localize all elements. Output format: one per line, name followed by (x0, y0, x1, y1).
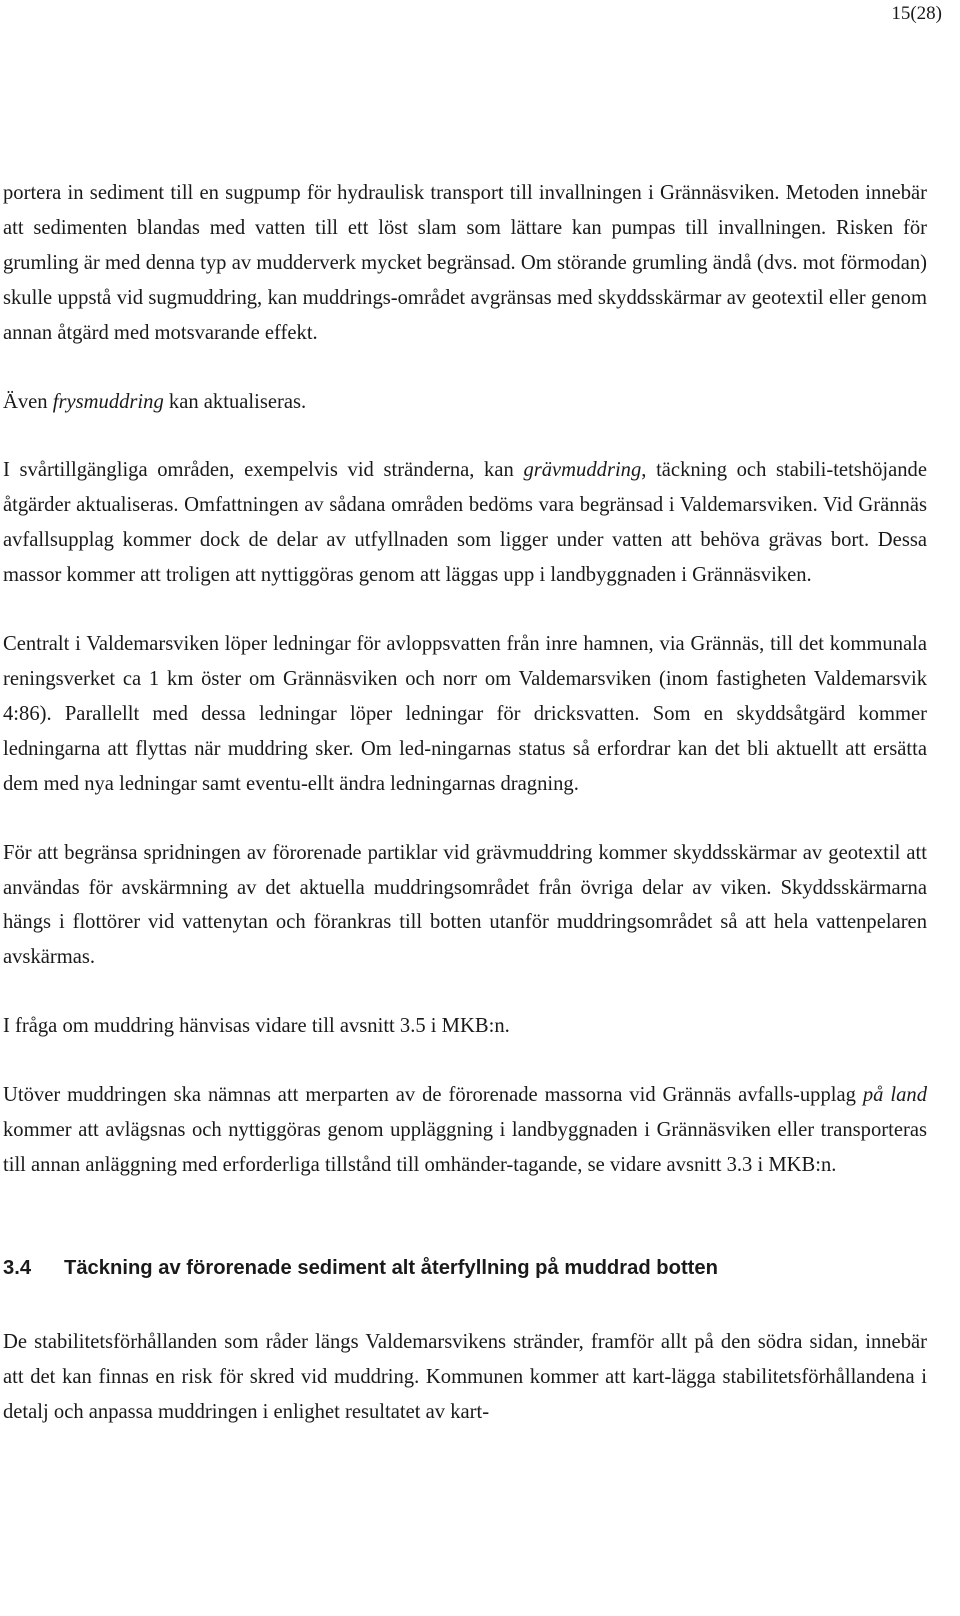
section-title: Täckning av förorenade sediment alt återfyllning på muddrad botten (64, 1256, 718, 1279)
paragraph-frysmuddring (3, 385, 927, 420)
section-heading (3, 1251, 927, 1285)
text-run: kommer att avlägsnas och nyttiggöras genom uppläggning i landbyggnaden i Grännäsviken eller transporteras till annan anläggning med erforderliga tillstånd till omhänder-tagande, se vidare avsnitt 3.3 i MKB:n. (3, 1119, 927, 1176)
emphasis-frysmuddring: frysmuddring (52, 390, 164, 413)
text-run: I svårtillgängliga områden, exempelvis vid stränderna, kan (3, 459, 524, 482)
document-body (3, 176, 927, 1430)
paragraph-sugmuddring: portera in sediment till en sugpump för hydraulisk transport till invallningen i Grännäsviken. Metoden innebär att sedimenten blandas med vatten till ett löst slam som lättare kan pumpas till invallningen. Risken för grumling är med denna typ av mudderverk mycket begränsad. Om störande grumling ändå (dvs. mot förmodan) skulle uppstå vid sugmuddring, kan muddrings-området avgränsas med skyddsskärmar av geotextil eller genom annan åtgärd med motsvarande effekt. (3, 182, 927, 344)
paragraph-gravmuddring (3, 453, 927, 593)
paragraph-stabilitet: De stabilitetsförhållanden som råder längs Valdemarsvikens stränder, framför allt på den södra sidan, innebär att det kan finnas en risk för skred vid muddring. Kommunen kommer att kart-lägga stabilitetsförhållandena i detalj och anpassa muddringen i enlighet resultatet av kart- (3, 1330, 927, 1423)
text-run: kan aktualiseras. (163, 390, 307, 413)
paragraph-avfallsupplag (3, 1078, 927, 1183)
emphasis-pa-land: på land (862, 1084, 928, 1107)
text-run: Utöver muddringen ska nämnas att merparten av de förorenade massorna vid Grännäs avfalls-upplag (3, 1084, 863, 1107)
page-number: 15(28) (891, 3, 942, 24)
paragraph-hanvisning: I fråga om muddring hänvisas vidare till avsnitt 3.5 i MKB:n. (3, 1015, 510, 1038)
text-run: , täckning och stabili-tetshöjande åtgärder aktualiseras. Omfattningen av sådana områden bedöms vara begränsad i Valdemarsviken. Vid Grännäs avfallsupplag kommer dock de delar av utfyllnaden som ligger under vatten att behöva grävas bort. Dessa massor kommer att troligen att nyttiggöras genom att läggas upp i landbyggnaden i Grännäsviken. (3, 459, 927, 587)
emphasis-gravmuddring: grävmuddring (523, 459, 642, 482)
text-run: Även (3, 390, 53, 413)
section-number: 3.4 (3, 1256, 32, 1279)
paragraph-skyddsskarmar: För att begränsa spridningen av förorenade partiklar vid grävmuddring kommer skyddsskärmar av geotextil att användas för avskärmning av det aktuella muddringsområdet från övriga delar av viken. Skyddsskärmarna hängs i flottörer vid vattenytan och förankras till botten utanför muddringsområdet så att hela vattenpelaren avskärmas. (3, 841, 927, 969)
paragraph-ledningar: Centralt i Valdemarsviken löper ledningar för avloppsvatten från inre hamnen, via Grännäs, till det kommunala reningsverket ca 1 km öster om Grännäsviken och norr om Valdemarsviken (inom fastigheten Valdemarsvik 4:86). Parallellt med dessa ledningar löper ledningar för dricksvatten. Som en skyddsåtgärd kommer ledningarna att flyttas när muddring sker. Om led-ningarnas status så erfordrar kan det bli aktuellt att ersätta dem med nya ledningar samt eventu-ellt ändra ledningarnas dragning. (3, 633, 927, 795)
